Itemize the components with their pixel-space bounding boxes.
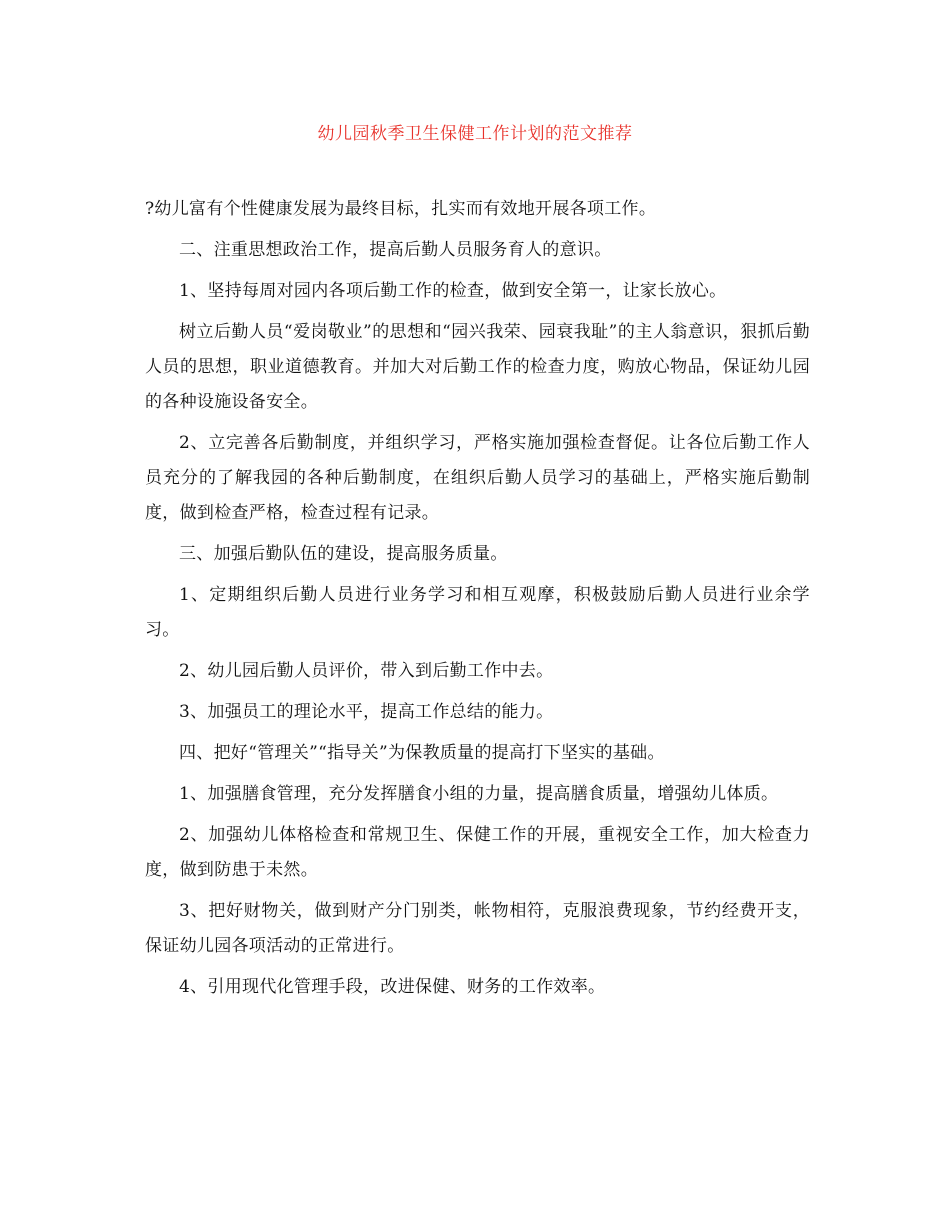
paragraph-13: 3、把好财物关，做到财产分门别类，帐物相符，克服浪费现象，节约经费开支，保证幼儿园各项活动的正常进行。 <box>145 901 810 956</box>
paragraph-6: 三、加强后勤队伍的建设，提高服务质量。 <box>179 544 508 564</box>
paragraph-9: 3、加强员工的理论水平，提高工作总结的能力。 <box>179 702 554 722</box>
paragraph-1: ?幼儿富有个性健康发展为最终目标，扎实而有效地开展各项工作。 <box>145 199 657 219</box>
paragraph-7: 1、定期组织后勤人员进行业务学习和相互观摩，积极鼓励后勤人员进行业余学习。 <box>145 585 810 640</box>
paragraph-12: 2、加强幼儿体格检查和常规卫生、保健工作的开展，重视安全工作，加大检查力度，做到防患于未然。 <box>145 825 810 880</box>
paragraph-2: 二、注重思想政治工作，提高后勤人员服务育人的意识。 <box>179 240 612 260</box>
document-body <box>145 192 810 1011</box>
paragraph-5: 2、立完善各后勤制度，并组织学习，严格实施加强检查督促。让各位后勤工作人员充分的了解我园的各种后勤制度，在组织后勤人员学习的基础上，严格实施后勤制度，做到检查严格，检查过程有记录。 <box>145 433 810 523</box>
document-title: 幼儿园秋季卫生保健工作计划的范文推荐 <box>317 124 633 144</box>
paragraph-11: 1、加强膳食管理，充分发挥膳食小组的力量，提高膳食质量，增强幼儿体质。 <box>179 784 779 804</box>
paragraph-8: 2、幼儿园后勤人员评价，带入到后勤工作中去。 <box>179 661 554 681</box>
paragraph-3: 1、坚持每周对园内各项后勤工作的检查，做到安全第一，让家长放心。 <box>179 281 727 301</box>
paragraph-14: 4、引用现代化管理手段，改进保健、财务的工作效率。 <box>179 977 606 997</box>
paragraph-10: 四、把好“管理关”“指导关”为保教质量的提高打下坚实的基础。 <box>179 743 665 763</box>
paragraph-4: 树立后勤人员“爱岗敬业”的思想和“园兴我荣、园衰我耻”的主人翁意识，狠抓后勤人员的思想，职业道德教育。并加大对后勤工作的检查力度，购放心物品，保证幼儿园的各种设施设备安全。 <box>145 322 810 412</box>
